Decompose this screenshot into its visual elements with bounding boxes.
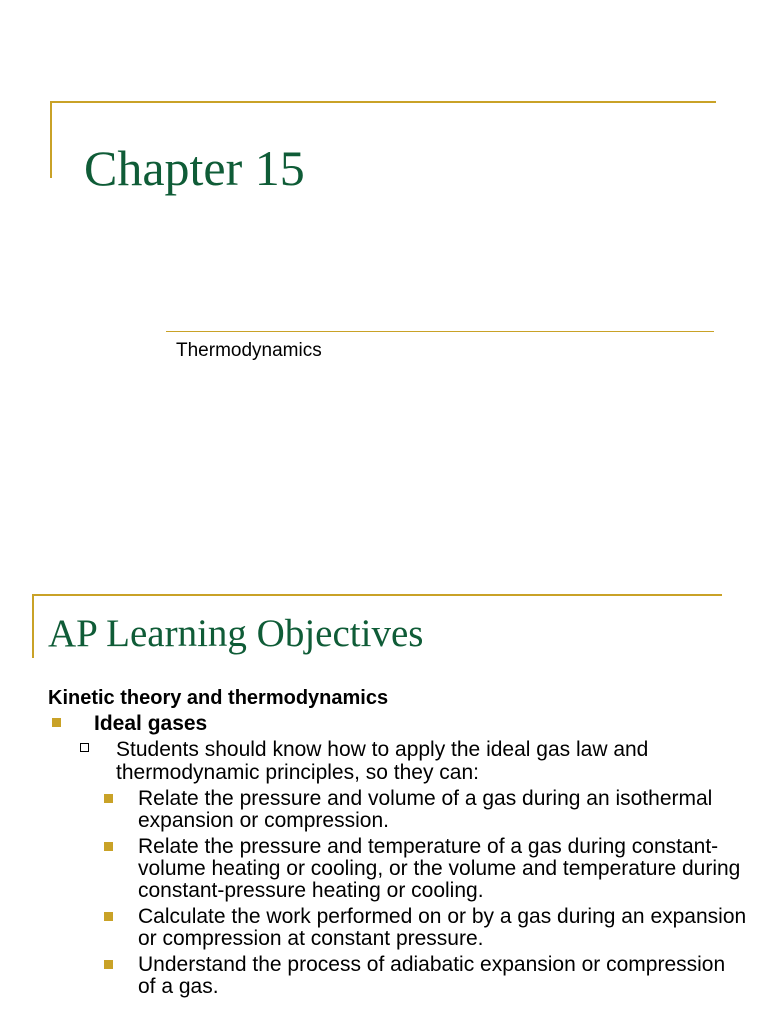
topic-item [48, 712, 748, 736]
objective-item [48, 906, 748, 950]
topic-label: Ideal gases [94, 712, 208, 735]
objective-item [48, 788, 748, 832]
section-heading: Kinetic theory and thermodynamics [48, 687, 389, 709]
left-rule [50, 101, 52, 178]
slide-title: AP Learning Objectives [48, 612, 424, 655]
top-rule [50, 101, 716, 103]
subtitle-rule [166, 331, 714, 332]
square-bullet-icon [104, 912, 113, 921]
square-bullet-icon [52, 718, 61, 727]
objective-text: Understand the process of adiabatic expansion or compression of a gas. [138, 953, 726, 998]
objective-item [48, 836, 748, 902]
slide-subtitle: Thermodynamics [176, 340, 322, 361]
objectives-slide [0, 580, 768, 1024]
intro-text: Students should know how to apply the ideal gas law and thermodynamic principles, so they can: [116, 738, 649, 784]
top-rule [32, 594, 722, 596]
objectives-body [48, 686, 748, 998]
objective-item [48, 954, 748, 998]
square-bullet-icon [104, 842, 113, 851]
left-rule [32, 594, 34, 658]
objective-text: Calculate the work performed on or by a gas during an expansion or compression at constant pressure. [138, 905, 747, 950]
slide-title: Chapter 15 [84, 140, 305, 196]
hollow-square-bullet-icon [80, 743, 89, 752]
objective-text: Relate the pressure and temperature of a gas during constant-volume heating or cooling, or the volume and temperature during constant-pressure heating or cooling. [138, 835, 741, 902]
square-bullet-icon [104, 960, 113, 969]
objective-text: Relate the pressure and volume of a gas during an isothermal expansion or compression. [138, 787, 713, 832]
square-bullet-icon [104, 794, 113, 803]
intro-item [48, 738, 748, 784]
